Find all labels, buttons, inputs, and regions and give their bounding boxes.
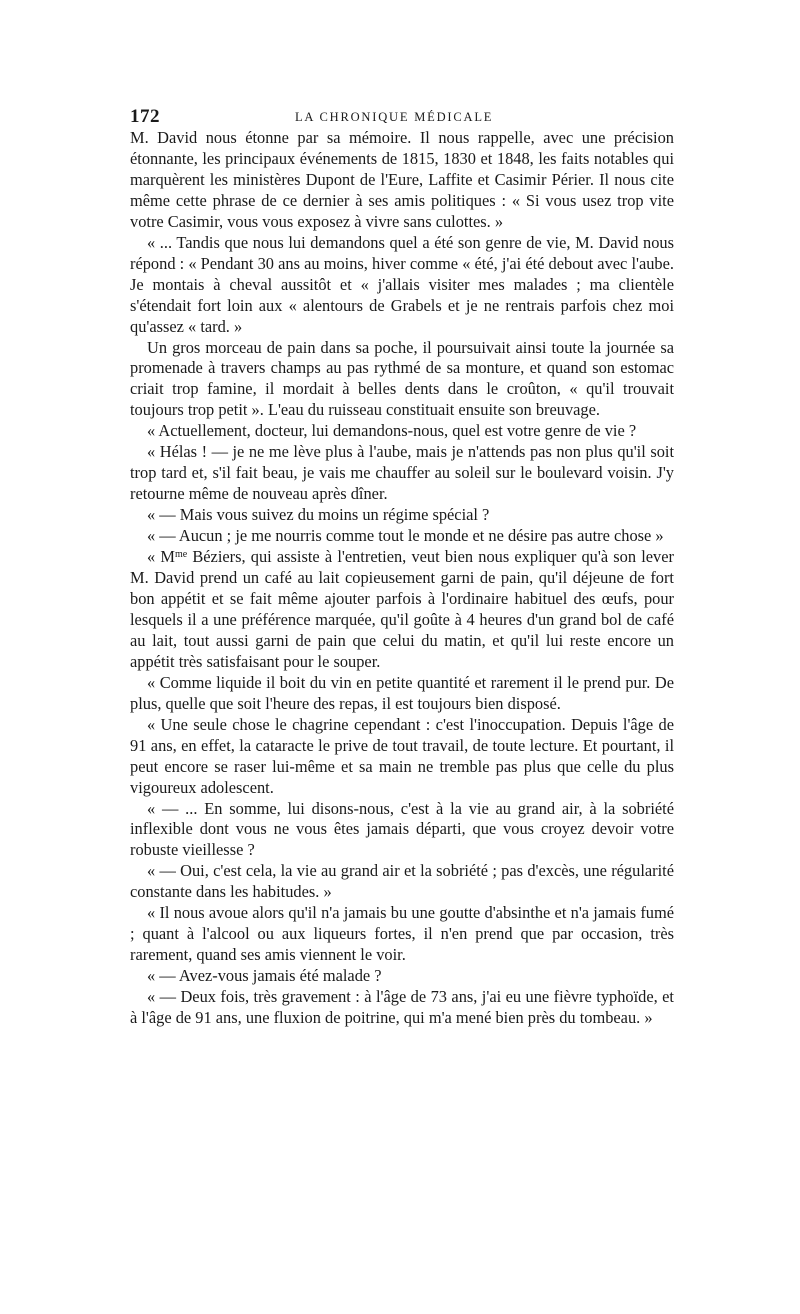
paragraph: « Hélas ! — je ne me lève plus à l'aube, mais je n'attends pas non plus qu'il soit trop tard et, s'il fait beau, je vais me chauffer au soleil sur le boulevard voisin. J'y retourne même de nouveau après dîner. — [130, 442, 674, 504]
mme-prefix: « M — [147, 547, 175, 567]
paragraph: « — Oui, c'est cela, la vie au grand air et la sobriété ; pas d'excès, une régularité constante dans les habitudes. » — [130, 861, 674, 902]
paragraph: « Il nous avoue alors qu'il n'a jamais bu une goutte d'absinthe et n'a jamais fumé ; quant à l'alcool ou aux liqueurs fortes, il n'en prend que par occasion, très rarement, quand ses amis viennent le voir. — [130, 903, 674, 965]
paragraph: « — Mais vous suivez du moins un régime spécial ? — [147, 505, 490, 525]
mme-rest: Béziers, qui assiste à l'entretien, veut bien nous expliquer qu'à son lever M. David prend un café au lait copieusement garni de pain, qu'il déjeune de fort bon appétit et se fait même ajouter parfois à l'ordinaire habituel des œufs, pour lesquels il a une préférence marquée, qu'il goûte à 4 heures d'un grand bol de café au lait, tout aussi garni de pain que celui du matin, et qu'il lui reste encore un appétit très satisfaisant pour le souper. — [130, 547, 674, 671]
paragraph: « Une seule chose le chagrine cependant : c'est l'inoccupation. Depuis l'âge de 91 ans, en effet, la cataracte le prive de tout travail, de toute lecture. Et pourtant, il peut encore se raser lui-même et sa main ne tremble pas plus que celle du plus vigoureux adolescent. — [130, 714, 674, 797]
paragraph: « — ... En somme, lui disons-nous, c'est à la vie au grand air, à la sobriété inflexible dont vous ne vous êtes jamais départi, que vous croyez devoir votre robuste vieillesse ? — [130, 798, 674, 860]
running-title: LA CHRONIQUE MÉDICALE — [295, 110, 494, 124]
mme-superscript: me — [174, 549, 188, 561]
paragraph: « — Aucun ; je me nourris comme tout le monde et ne désire pas autre chose » — [147, 526, 664, 546]
page-number: 172 — [130, 106, 160, 127]
page-header — [130, 106, 674, 128]
paragraph: Un gros morceau de pain dans sa poche, il poursuivait ainsi toute la journée sa promenade à travers champs au pas rythmé de sa monture, et quand son estomac criait trop famine, il mordait à belles dents dans le croûton, « qu'il trouvait toujours trop petit ». L'eau du ruisseau constituait ensuite son breuvage. — [130, 337, 674, 420]
paragraph-mme-beziers — [130, 547, 674, 673]
paragraph: M. David nous étonne par sa mémoire. Il nous rappelle, avec une précision étonnante, les principaux événements de 1815, 1830 et 1848, les faits notables qui marquèrent les ministères Dupont de l'Eure, Laffite et Casimir Périer. Il nous cite même cette phrase de ce dernier à ses amis politiques : « Si vous usez trop vite votre Casimir, vous vous exposez à vivre sans culottes. » — [130, 128, 674, 231]
paragraph: « — Deux fois, très gravement : à l'âge de 73 ans, j'ai eu une fièvre typhoïde, et à l'âge de 91 ans, une fluxion de poitrine, qui m'a mené bien près du tombeau. » — [130, 987, 674, 1028]
paragraph: « — Avez-vous jamais été malade ? — [147, 966, 382, 986]
paragraph: « Actuellement, docteur, lui demandons-nous, quel est votre genre de vie ? — [147, 421, 637, 441]
article-text — [130, 128, 674, 1029]
paragraph: « ... Tandis que nous lui demandons quel a été son genre de vie, M. David nous répond : « Pendant 30 ans au moins, hiver comme « été, j'ai été debout avec l'aube. Je montais à cheval aussitôt et « j'allais visiter mes malades ; ma clientèle s'étendait fort loin aux « alentours de Grabels et je ne rentrais parfois chez moi qu'assez « tard. » — [130, 232, 674, 336]
paragraph: « Comme liquide il boit du vin en petite quantité et rarement il le prend pur. De plus, quelle que soit l'heure des repas, il est toujours bien disposé. — [130, 672, 674, 713]
